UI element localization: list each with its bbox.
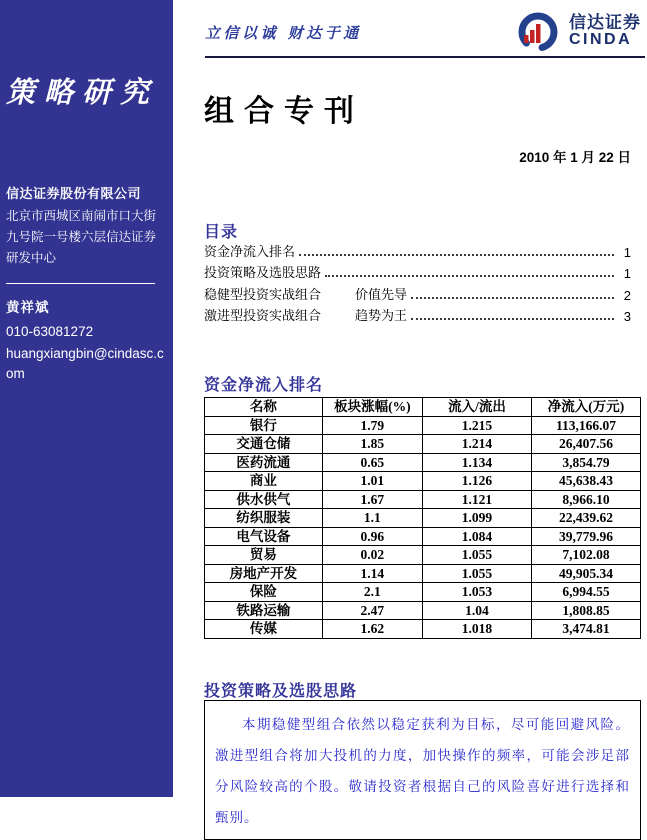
cell-net-inflow: 3,854.79 (531, 453, 640, 472)
cell-sector-name: 传媒 (205, 620, 323, 639)
toc-entry[interactable] (204, 303, 631, 325)
table-of-contents (204, 238, 631, 324)
table-row (205, 490, 641, 509)
cinda-logo (511, 8, 641, 54)
toc-page-number: 1 (623, 244, 631, 260)
toc-entry[interactable] (204, 281, 631, 303)
cell-sector-name: 纺织服装 (205, 509, 323, 528)
address-line: 九号院一号楼六层信达证券 (6, 230, 157, 244)
toc-dot-leader (411, 297, 614, 299)
company-address (6, 206, 167, 269)
cell-net-inflow: 49,905.34 (531, 564, 640, 583)
logo-name-en: CINDA (569, 30, 633, 48)
cell-inout-ratio: 1.053 (422, 583, 531, 602)
cell-sector-change: 2.47 (322, 601, 422, 620)
cell-sector-change: 1.85 (322, 435, 422, 454)
cell-inout-ratio: 1.134 (422, 453, 531, 472)
cell-sector-name: 铁路运输 (205, 601, 323, 620)
table-row (205, 564, 641, 583)
toc-entry[interactable] (204, 238, 631, 260)
cell-sector-change: 0.96 (322, 527, 422, 546)
logo-name-cn: 信达证券 (569, 12, 641, 32)
strategy-text-box (204, 700, 641, 840)
ranking-section-heading: 资金净流入排名 (204, 377, 324, 395)
cell-sector-name: 交通仓储 (205, 435, 323, 454)
table-row (205, 527, 641, 546)
table-row (205, 620, 641, 639)
report-category: 策略研究 (6, 75, 159, 109)
cell-net-inflow: 1,808.85 (531, 601, 640, 620)
cell-inout-ratio: 1.214 (422, 435, 531, 454)
cell-sector-name: 贸易 (205, 546, 323, 565)
cell-inout-ratio: 1.099 (422, 509, 531, 528)
sidebar (0, 0, 173, 797)
table-row (205, 546, 641, 565)
toc-entry-label: 激进型投资实战组合 (204, 308, 322, 323)
col-header-name: 名称 (205, 398, 323, 417)
toc-dot-leader (299, 254, 614, 256)
address-line: 北京市西城区南闹市口大街 (6, 209, 157, 223)
company-name: 信达证券股份有限公司 (6, 186, 142, 201)
cell-inout-ratio: 1.04 (422, 601, 531, 620)
cell-sector-name: 医药流通 (205, 453, 323, 472)
cell-net-inflow: 3,474.81 (531, 620, 640, 639)
cell-sector-name: 房地产开发 (205, 564, 323, 583)
toc-page-number: 3 (623, 309, 631, 324)
analyst-email-link[interactable]: huangxiangbin@cindasc.com (6, 346, 164, 381)
fund-flow-table (204, 397, 641, 639)
cinda-logo-text (569, 14, 641, 49)
table-row (205, 509, 641, 528)
cell-inout-ratio: 1.121 (422, 490, 531, 509)
cell-sector-change: 1.14 (322, 564, 422, 583)
col-header-change: 板块涨幅(%) (322, 398, 422, 417)
analyst-name: 黄祥斌 (6, 300, 50, 315)
address-line: 研发中心 (6, 251, 57, 265)
toc-page-number: 2 (623, 287, 631, 303)
col-header-netinflow: 净流入(万元) (531, 398, 640, 417)
cell-net-inflow: 113,166.07 (531, 416, 640, 435)
col-header-inout: 流入/流出 (422, 398, 531, 417)
cell-net-inflow: 8,966.10 (531, 490, 640, 509)
table-row (205, 453, 641, 472)
toc-dot-leader (325, 275, 614, 277)
cell-inout-ratio: 1.215 (422, 416, 531, 435)
toc-dot-leader (411, 318, 614, 320)
sidebar-divider (6, 283, 155, 284)
cinda-logo-icon (511, 8, 565, 54)
toc-entry-subtitle: 价值先导 (355, 286, 408, 302)
cell-sector-change: 2.1 (322, 583, 422, 602)
cell-sector-change: 1.67 (322, 490, 422, 509)
toc-entry-label: 投资策略及选股思路 (204, 265, 322, 280)
main-content (173, 0, 647, 825)
cell-inout-ratio: 1.084 (422, 527, 531, 546)
cell-net-inflow: 26,407.56 (531, 435, 640, 454)
table-row (205, 435, 641, 454)
cell-net-inflow: 45,638.43 (531, 472, 640, 491)
toc-page-number: 1 (623, 266, 631, 281)
document-title: 组合专刊 (204, 94, 364, 130)
table-row (205, 601, 641, 620)
cell-sector-name: 银行 (205, 416, 323, 435)
cell-net-inflow: 7,102.08 (531, 546, 640, 565)
table-row (205, 583, 641, 602)
header-rule (205, 56, 645, 58)
toc-heading: 目录 (204, 224, 239, 242)
strategy-section-heading: 投资策略及选股思路 (204, 683, 358, 701)
strategy-paragraph: 本期稳健型组合依然以稳定获利为目标，尽可能回避风险。激进型组合将加大投机的力度，加快操作的频率，可能会涉足部分风险较高的个股。敬请投资者根据自己的风险喜好进行选择和甄别。 (215, 717, 630, 825)
cell-net-inflow: 39,779.96 (531, 527, 640, 546)
cell-net-inflow: 6,994.55 (531, 583, 640, 602)
cell-sector-change: 0.65 (322, 453, 422, 472)
analyst-phone: 010-63081272 (6, 324, 94, 339)
table-header-row (205, 398, 641, 417)
toc-entry-subtitle: 趋势为王 (355, 308, 408, 323)
table-row (205, 416, 641, 435)
toc-entry-label: 资金净流入排名 (204, 243, 296, 259)
cell-inout-ratio: 1.055 (422, 546, 531, 565)
cell-sector-change: 1.62 (322, 620, 422, 639)
cell-sector-name: 电气设备 (205, 527, 323, 546)
cell-sector-name: 保险 (205, 583, 323, 602)
toc-entry[interactable] (204, 260, 631, 282)
table-row (205, 472, 641, 491)
toc-entry-label: 稳健型投资实战组合 (204, 286, 322, 302)
cell-sector-name: 供水供气 (205, 490, 323, 509)
company-motto: 立信以诚 财达于通 (205, 24, 362, 42)
cell-inout-ratio: 1.126 (422, 472, 531, 491)
cell-net-inflow: 22,439.62 (531, 509, 640, 528)
cell-sector-change: 1.01 (322, 472, 422, 491)
cell-sector-change: 1.79 (322, 416, 422, 435)
cell-sector-change: 1.1 (322, 509, 422, 528)
cell-sector-name: 商业 (205, 472, 323, 491)
cell-inout-ratio: 1.055 (422, 564, 531, 583)
cell-sector-change: 0.02 (322, 546, 422, 565)
cell-inout-ratio: 1.018 (422, 620, 531, 639)
document-date: 2010 年 1 月 22 日 (519, 150, 631, 165)
